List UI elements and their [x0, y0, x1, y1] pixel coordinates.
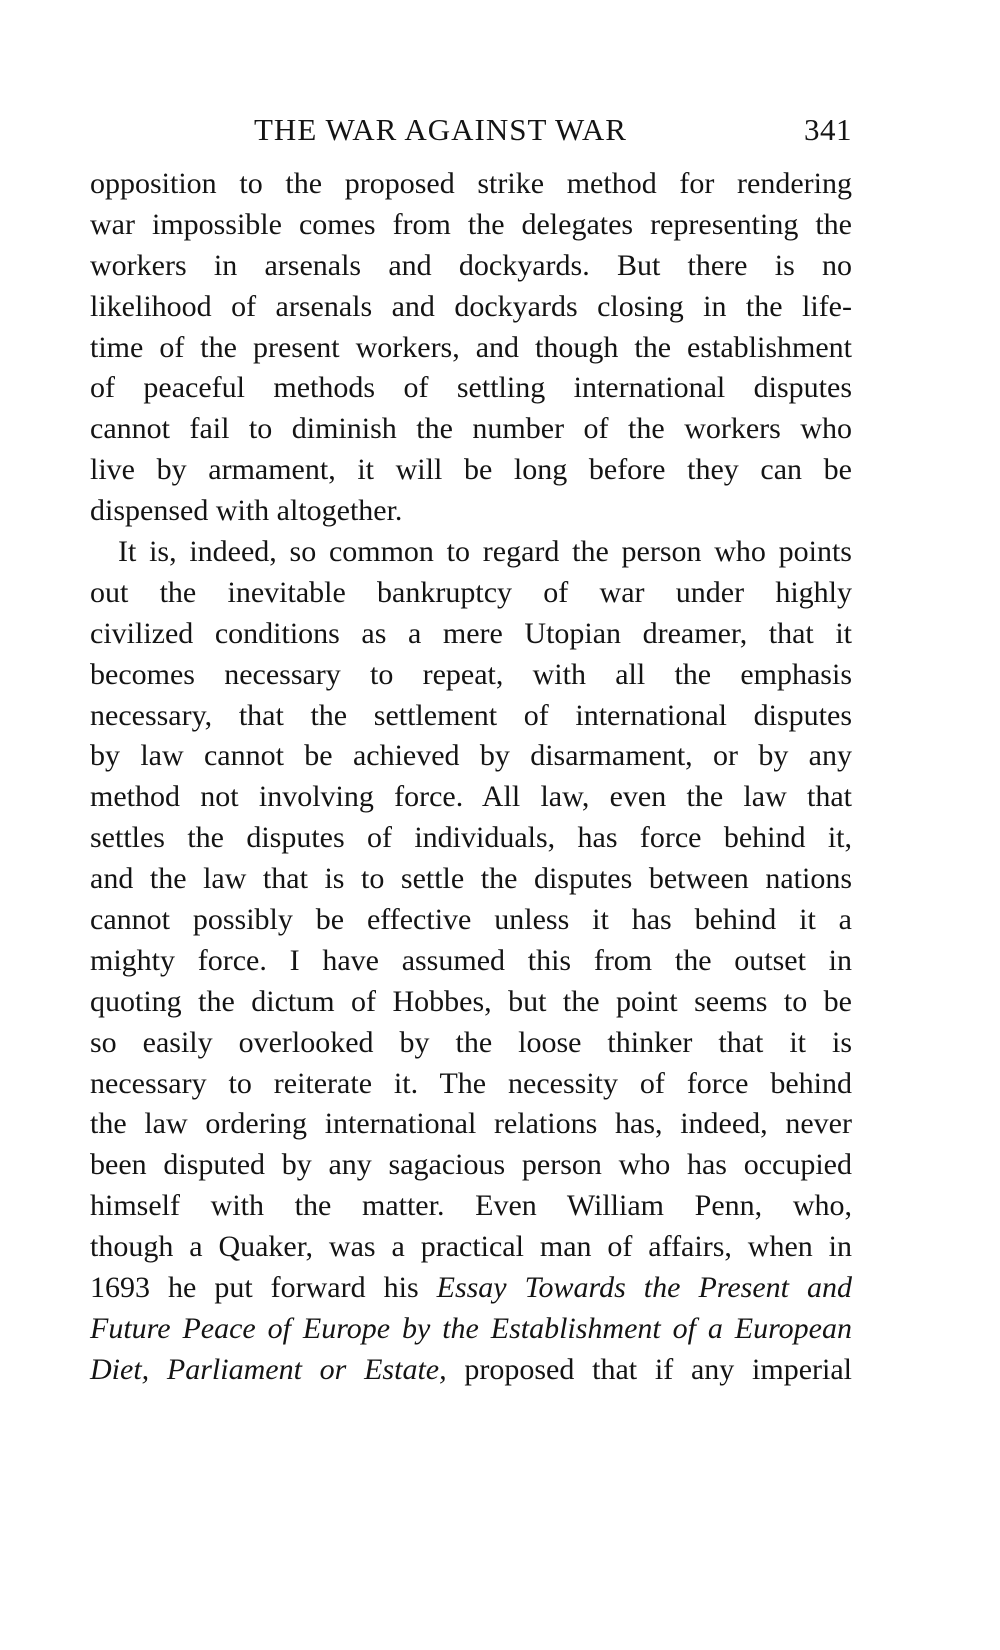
text-line: war impossible comes from the delegates representing the — [90, 207, 852, 241]
book-title-italic: Future Peace of Europe by the Establishment of a European — [90, 1311, 852, 1345]
text-line: the law ordering international relations has, indeed, never — [90, 1107, 852, 1141]
page-number: 341 — [804, 112, 852, 147]
text-line — [90, 1268, 852, 1309]
book-title-italic: Diet, Parliament or Estate, — [90, 1352, 447, 1386]
text-line — [90, 1350, 852, 1391]
text-line: out the inevitable bankruptcy of war under highly — [90, 575, 852, 609]
text-line: necessary, that the settlement of international disputes — [90, 698, 852, 732]
book-title-italic: Essay Towards the Present and — [436, 1271, 852, 1305]
text-line: civilized conditions as a mere Utopian dreamer, that it — [90, 616, 852, 650]
text-line: so easily overlooked by the loose thinker that it is — [90, 1025, 852, 1059]
text-line: becomes necessary to repeat, with all the emphasis — [90, 657, 852, 691]
text-line: time of the present workers, and though the establishment — [90, 330, 852, 364]
text-line: dispensed with altogether. — [90, 494, 403, 528]
text-line: mighty force. I have assumed this from the outset in — [90, 943, 852, 977]
paragraph-1 — [90, 164, 852, 532]
text-line: workers in arsenals and dockyards. But there is no — [90, 248, 852, 282]
running-head — [90, 108, 852, 152]
text-run: 1693 he put forward his — [90, 1271, 437, 1305]
text-line: necessary to reiterate it. The necessity of force behind — [90, 1066, 852, 1100]
text-line: method not involving force. All law, even the law that — [90, 780, 852, 814]
text-line: himself with the matter. Even William Penn, who, — [90, 1189, 852, 1223]
text-line: by law cannot be achieved by disarmament, or by any — [90, 739, 852, 773]
text-line: cannot fail to diminish the number of the workers who — [90, 412, 852, 446]
text-line: likelihood of arsenals and dockyards closing in the life- — [90, 289, 852, 323]
text-line: been disputed by any sagacious person who has occupied — [90, 1148, 852, 1182]
text-line: of peaceful methods of settling international disputes — [90, 371, 852, 405]
body-text — [90, 164, 852, 1391]
text-line: quoting the dictum of Hobbes, but the point seems to be — [90, 984, 852, 1018]
text-line: cannot possibly be effective unless it has behind it a — [90, 903, 852, 937]
paragraph-2 — [90, 532, 852, 1391]
text-line: though a Quaker, was a practical man of affairs, when in — [90, 1230, 852, 1264]
text-line: opposition to the proposed strike method for rendering — [90, 167, 852, 200]
text-line: It is, indeed, so common to regard the person who points — [118, 535, 852, 569]
text-line: and the law that is to settle the disputes between nations — [90, 862, 852, 896]
running-title: THE WAR AGAINST WAR — [254, 112, 627, 147]
text-run: proposed that if any imperial — [446, 1352, 852, 1386]
text-line: settles the disputes of individuals, has force behind it, — [90, 821, 852, 855]
text-line: live by armament, it will be long before they can be — [90, 453, 852, 487]
